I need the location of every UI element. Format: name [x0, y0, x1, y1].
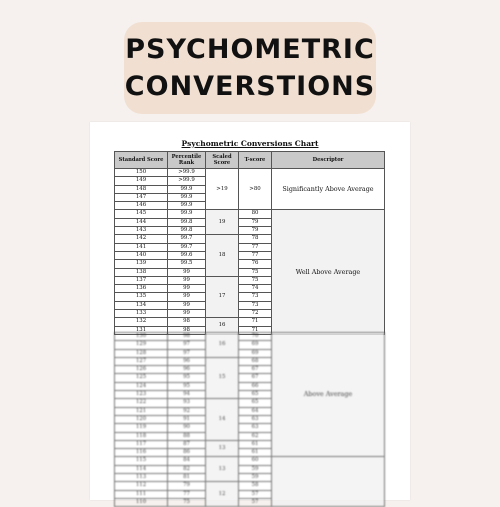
descriptor-cell: Significantly Above Average	[272, 169, 385, 210]
banner-title-line-2: CONVERSTIONS	[124, 71, 376, 102]
standard-score-cell: 149	[115, 177, 168, 185]
percentile-rank-cell: 99.5	[168, 260, 206, 268]
percentile-rank-cell: 86	[168, 449, 206, 457]
standard-score-cell: 111	[115, 490, 168, 498]
percentile-rank-cell: 82	[168, 465, 206, 473]
t-score-cell: 77	[239, 251, 272, 259]
t-score-cell: 65	[239, 399, 272, 407]
t-score-cell: 58	[239, 482, 272, 490]
percentile-rank-cell: 99.6	[168, 251, 206, 259]
percentile-rank-cell: >99.9	[168, 169, 206, 177]
t-score-cell: 67	[239, 374, 272, 382]
scaled-score-cell: >19	[206, 169, 239, 210]
t-score-cell: 75	[239, 276, 272, 284]
percentile-rank-cell: 95	[168, 382, 206, 390]
t-score-cell: 79	[239, 218, 272, 226]
t-score-cell: 69	[239, 349, 272, 357]
standard-score-cell: 142	[115, 235, 168, 243]
descriptor-cell	[272, 457, 385, 507]
t-score-cell: 61	[239, 449, 272, 457]
standard-score-cell: 112	[115, 482, 168, 490]
percentile-rank-cell: 99	[168, 285, 206, 293]
chart-title: Psychometric Conversions Chart	[181, 139, 319, 148]
t-score-cell: 62	[239, 432, 272, 440]
standard-score-cell: 140	[115, 251, 168, 259]
standard-score-cell: 127	[115, 357, 168, 365]
t-score-cell: 66	[239, 382, 272, 390]
percentile-rank-cell: 90	[168, 424, 206, 432]
scaled-score-cell: 16	[206, 333, 239, 358]
standard-score-cell: 121	[115, 407, 168, 415]
percentile-rank-cell: 79	[168, 482, 206, 490]
banner-title-line-1: PSYCHOMETRIC	[125, 34, 375, 65]
header-scaled-score: Scaled Score	[206, 152, 239, 169]
standard-score-cell: 122	[115, 399, 168, 407]
standard-score-cell: 139	[115, 260, 168, 268]
percentile-rank-cell: 88	[168, 432, 206, 440]
percentile-rank-cell: 96	[168, 366, 206, 374]
standard-score-cell: 131	[115, 326, 168, 334]
t-score-cell: 60	[239, 457, 272, 465]
scaled-score-cell: 13	[206, 440, 239, 457]
percentile-rank-cell: 96	[168, 357, 206, 365]
t-score-cell: 80	[239, 210, 272, 218]
table-row	[115, 169, 385, 177]
standard-score-cell: 124	[115, 382, 168, 390]
table-header-row	[115, 152, 385, 169]
t-score-cell: 61	[239, 440, 272, 448]
t-score-cell: 65	[239, 391, 272, 399]
standard-score-cell: 147	[115, 193, 168, 201]
standard-score-cell: 137	[115, 276, 168, 284]
percentile-rank-cell: 99.9	[168, 210, 206, 218]
standard-score-cell: 138	[115, 268, 168, 276]
percentile-rank-cell: 99.7	[168, 243, 206, 251]
scaled-score-cell: 14	[206, 399, 239, 440]
percentile-rank-cell: 93	[168, 399, 206, 407]
percentile-rank-cell: 87	[168, 440, 206, 448]
t-score-cell: >80	[239, 169, 272, 210]
standard-score-cell: 129	[115, 341, 168, 349]
standard-score-cell: 118	[115, 432, 168, 440]
title-banner	[124, 22, 376, 114]
percentile-rank-cell: 98	[168, 318, 206, 326]
t-score-cell: 64	[239, 407, 272, 415]
table-row	[115, 457, 385, 465]
table-row	[115, 333, 385, 341]
percentile-rank-cell: 92	[168, 407, 206, 415]
percentile-rank-cell: >99.9	[168, 177, 206, 185]
blurred-preview-region	[90, 332, 410, 505]
header-standard-score: Standard Score	[115, 152, 168, 169]
percentile-rank-cell: 99.9	[168, 185, 206, 193]
conversion-table	[114, 151, 385, 335]
percentile-rank-cell: 99	[168, 268, 206, 276]
t-score-cell: 71	[239, 318, 272, 326]
t-score-cell: 77	[239, 243, 272, 251]
t-score-cell: 68	[239, 357, 272, 365]
standard-score-cell: 126	[115, 366, 168, 374]
percentile-rank-cell: 77	[168, 490, 206, 498]
standard-score-cell: 128	[115, 349, 168, 357]
standard-score-cell: 130	[115, 333, 168, 341]
standard-score-cell: 141	[115, 243, 168, 251]
descriptor-cell: Above Average	[272, 333, 385, 457]
standard-score-cell: 144	[115, 218, 168, 226]
descriptor-cell: Well Above Average	[272, 210, 385, 334]
t-score-cell: 74	[239, 285, 272, 293]
standard-score-cell: 132	[115, 318, 168, 326]
percentile-rank-cell: 98	[168, 333, 206, 341]
standard-score-cell: 116	[115, 449, 168, 457]
standard-score-cell: 135	[115, 293, 168, 301]
scaled-score-cell: 18	[206, 235, 239, 276]
standard-score-cell: 114	[115, 465, 168, 473]
header-t-score: T-score	[239, 152, 272, 169]
percentile-rank-cell: 99	[168, 276, 206, 284]
t-score-cell: 76	[239, 260, 272, 268]
percentile-rank-cell: 97	[168, 349, 206, 357]
percentile-rank-cell: 94	[168, 391, 206, 399]
conversion-table-continued	[114, 332, 385, 507]
t-score-cell: 67	[239, 366, 272, 374]
t-score-cell: 72	[239, 310, 272, 318]
percentile-rank-cell: 99.8	[168, 218, 206, 226]
standard-score-cell: 148	[115, 185, 168, 193]
standard-score-cell: 143	[115, 227, 168, 235]
t-score-cell: 57	[239, 490, 272, 498]
chart-sheet	[90, 122, 410, 505]
scaled-score-cell: 15	[206, 357, 239, 398]
t-score-cell: 59	[239, 474, 272, 482]
percentile-rank-cell: 99.8	[168, 227, 206, 235]
t-score-cell: 63	[239, 424, 272, 432]
percentile-rank-cell: 99	[168, 310, 206, 318]
standard-score-cell: 146	[115, 202, 168, 210]
percentile-rank-cell: 84	[168, 457, 206, 465]
t-score-cell: 73	[239, 293, 272, 301]
t-score-cell: 57	[239, 498, 272, 506]
standard-score-cell: 145	[115, 210, 168, 218]
percentile-rank-cell: 75	[168, 498, 206, 506]
t-score-cell: 59	[239, 465, 272, 473]
header-descriptor: Descriptor	[272, 152, 385, 169]
standard-score-cell: 133	[115, 310, 168, 318]
scaled-score-cell: 19	[206, 210, 239, 235]
t-score-cell: 78	[239, 235, 272, 243]
percentile-rank-cell: 91	[168, 415, 206, 423]
table-row	[115, 210, 385, 218]
t-score-cell: 70	[239, 333, 272, 341]
standard-score-cell: 123	[115, 391, 168, 399]
standard-score-cell: 115	[115, 457, 168, 465]
percentile-rank-cell: 97	[168, 341, 206, 349]
standard-score-cell: 136	[115, 285, 168, 293]
percentile-rank-cell: 99.9	[168, 193, 206, 201]
scaled-score-cell: 13	[206, 457, 239, 482]
standard-score-cell: 117	[115, 440, 168, 448]
t-score-cell: 63	[239, 415, 272, 423]
standard-score-cell: 119	[115, 424, 168, 432]
percentile-rank-cell: 98	[168, 326, 206, 334]
t-score-cell: 69	[239, 341, 272, 349]
percentile-rank-cell: 81	[168, 474, 206, 482]
standard-score-cell: 150	[115, 169, 168, 177]
percentile-rank-cell: 95	[168, 374, 206, 382]
t-score-cell: 71	[239, 326, 272, 334]
scaled-score-cell: 17	[206, 276, 239, 317]
standard-score-cell: 134	[115, 301, 168, 309]
scaled-score-cell: 12	[206, 482, 239, 507]
percentile-rank-cell: 99	[168, 293, 206, 301]
t-score-cell: 73	[239, 301, 272, 309]
percentile-rank-cell: 99.7	[168, 235, 206, 243]
standard-score-cell: 125	[115, 374, 168, 382]
standard-score-cell: 120	[115, 415, 168, 423]
percentile-rank-cell: 99	[168, 301, 206, 309]
standard-score-cell: 113	[115, 474, 168, 482]
standard-score-cell: 110	[115, 498, 168, 506]
t-score-cell: 75	[239, 268, 272, 276]
header-percentile-rank: Percentile Rank	[168, 152, 206, 169]
percentile-rank-cell: 99.9	[168, 202, 206, 210]
t-score-cell: 79	[239, 227, 272, 235]
scaled-score-cell: 16	[206, 318, 239, 335]
